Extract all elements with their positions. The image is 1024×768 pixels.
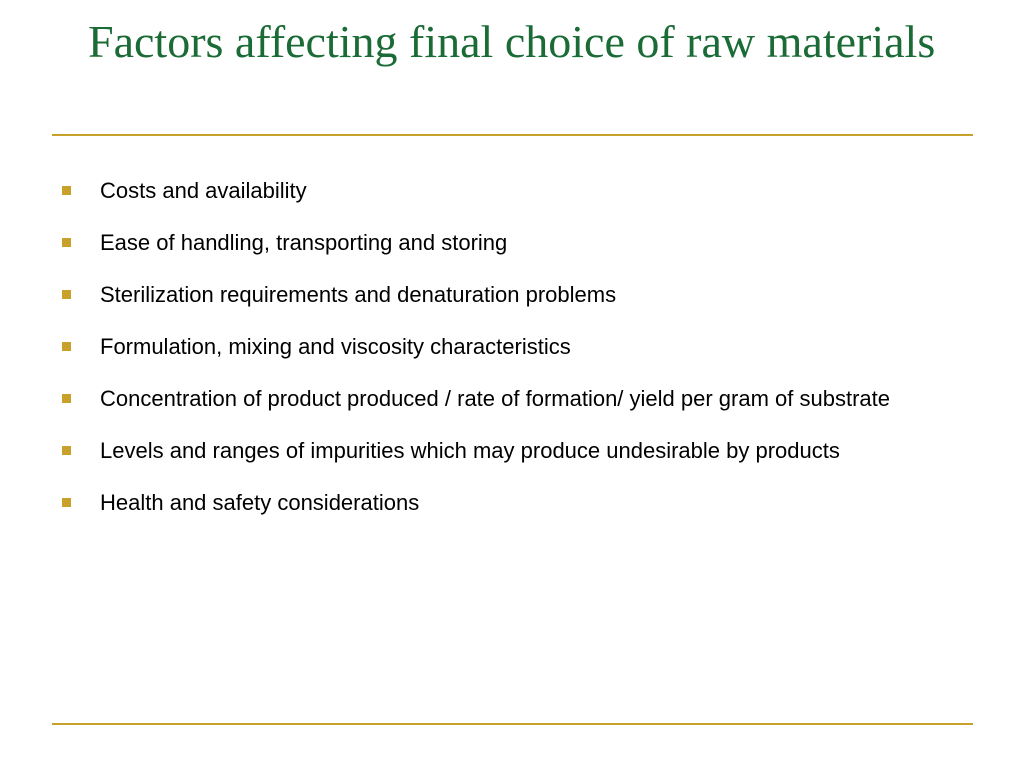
square-bullet-icon — [62, 238, 71, 247]
list-item — [62, 220, 972, 266]
list-item — [62, 480, 972, 526]
list-item — [62, 324, 972, 370]
square-bullet-icon — [62, 498, 71, 507]
footer-divider — [52, 723, 973, 725]
square-bullet-icon — [62, 186, 71, 195]
bullet-text: Concentration of product produced / rate of formation/ yield per gram of substrate — [100, 386, 890, 411]
square-bullet-icon — [62, 394, 71, 403]
list-item — [62, 376, 972, 422]
bullet-text: Levels and ranges of impurities which may produce undesirable by products — [100, 438, 840, 463]
list-item — [62, 428, 972, 474]
bullet-text: Sterilization requirements and denaturation problems — [100, 282, 617, 307]
title-divider — [52, 134, 973, 136]
list-item — [62, 272, 972, 318]
slide-title: Factors affecting final choice of raw materials — [88, 16, 936, 67]
square-bullet-icon — [62, 290, 71, 299]
bullet-text: Formulation, mixing and viscosity characteristics — [100, 334, 571, 359]
bullet-text: Costs and availability — [100, 178, 307, 203]
square-bullet-icon — [62, 446, 71, 455]
list-item — [62, 168, 972, 214]
bullet-text: Ease of handling, transporting and storing — [100, 230, 508, 255]
bullet-list — [62, 168, 972, 532]
bullet-text: Health and safety considerations — [100, 490, 420, 515]
square-bullet-icon — [62, 342, 71, 351]
